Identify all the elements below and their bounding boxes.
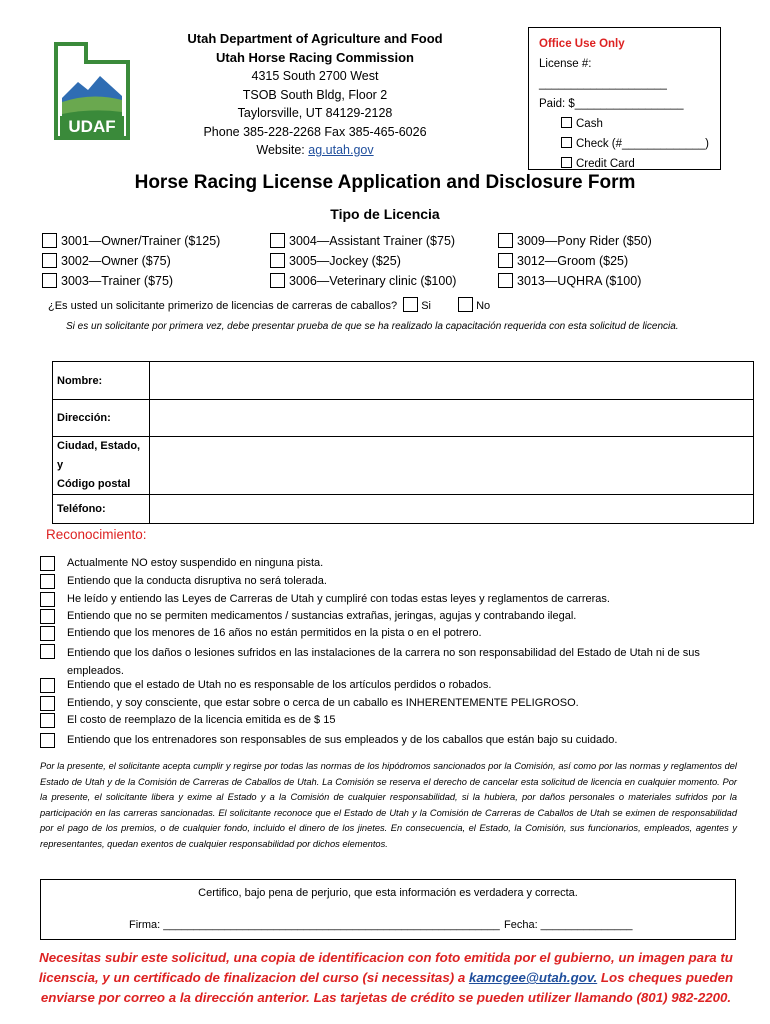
ack-checkbox[interactable] [40, 733, 55, 748]
ack-checkbox[interactable] [40, 696, 55, 711]
address-label: Dirección: [53, 400, 150, 437]
applicant-info-table [52, 361, 754, 524]
license-option[interactable]: 3013—UQHRA ($100) [498, 273, 641, 289]
legal-paragraph: Por la presente, el solicitante acepta cumplir y regirse por todas las normas de los hipódromos sancionados por la Comisión, así como por las normas y reglamentos del Estado de Utah y de la Comisión de Carreras de Caballos de Utah. La Comisión se reserva el derecho de cancelar esta solicitud de licencia en cualquier momento. Por la presente, el solicitante libera y exime al Estado y a la Comisión de cualquier responsabilidad, si la hubiera, por daños personales o materiales sufridos por la participación en las carreras sancionadas. El solicitante reconoce que el Estado de Utah y la Comisión de Carreras de Caballos de Utah se eximen de responsabilidad por el pago de los premios, o de cualquier fondo, incluido el dinero de los jinetes. En consecuencia, el Estado, la Comisión, sus funcionarios, empleados, agentes y representantes, quedan exentos de cualquier responsabilidad por dichos elementos. [40, 761, 737, 849]
check-checkbox[interactable] [561, 137, 572, 148]
license-option[interactable]: 3003—Trainer ($75) [42, 273, 173, 289]
cash-checkbox[interactable] [561, 117, 572, 128]
license-option[interactable]: 3012—Groom ($25) [498, 253, 628, 269]
license-checkbox[interactable] [270, 253, 285, 268]
ack-checkbox[interactable] [40, 556, 55, 571]
email-link[interactable]: kamcgee@utah.gov. [468, 970, 598, 985]
ack-checkbox[interactable] [40, 626, 55, 641]
ack-checkbox[interactable] [40, 592, 55, 607]
check-option[interactable]: Check (#_____________) [539, 134, 710, 154]
form-subtitle: Tipo de Licencia [330, 206, 440, 222]
phone-field[interactable] [150, 495, 754, 524]
table-row [53, 437, 754, 495]
paid-line: Paid: $_________________ [539, 98, 684, 110]
ack-item[interactable]: He leído y entiendo las Leyes de Carreras de Utah y cumpliré con todas estas leyes y reglamentos de carreras. [40, 592, 740, 606]
ack-item[interactable]: Entiendo que la conducta disruptiva no será tolerada. [40, 574, 740, 588]
city-label: Ciudad, Estado, y Código postal [53, 437, 150, 495]
city-field[interactable] [150, 437, 754, 495]
phone-label: Teléfono: [53, 495, 150, 524]
certification-statement: Certifico, bajo pena de perjurio, que esta información es verdadera y correcta. [198, 887, 578, 899]
acknowledgement-heading: Reconocimiento: [46, 527, 147, 542]
form-title: Horse Racing License Application and Disclosure Form [134, 172, 636, 193]
address-line-3: Taylorsville, UT 84129-2128 [237, 106, 393, 120]
office-use-box [528, 27, 721, 170]
no-checkbox[interactable] [458, 297, 473, 312]
license-number-line: License #: ____________________ [539, 58, 667, 90]
svg-text:UDAF: UDAF [68, 117, 116, 136]
license-option[interactable]: 3002—Owner ($75) [42, 253, 171, 269]
ack-item[interactable]: Entiendo, y soy consciente, que estar sobre o cerca de un caballo es INHERENTEMENTE PELIGROSO. [40, 696, 740, 710]
date-line[interactable]: Fecha: _______________ [504, 919, 633, 931]
ack-item[interactable]: Actualmente NO estoy suspendido en ninguna pista. [40, 556, 740, 570]
agency-name: Utah Department of Agriculture and Food [187, 31, 443, 46]
credit-checkbox[interactable] [561, 157, 572, 168]
name-label: Nombre: [53, 362, 150, 400]
table-row [53, 495, 754, 524]
submission-instructions: Necesitas subir este solicitud, una copia de identificacion con foto emitida por el gubierno, un imagen para tu licenscia, y un certificado de finalizacion del curso (si necessitas) a kamcgee@utah.gov. Los cheques pueden enviarse por correo a la dirección anterior. Las tarjetas de crédito se pueden utilizer llamando (801) 982-2200. [38, 950, 734, 1005]
cash-option[interactable]: Cash [539, 114, 710, 134]
first-time-question: ¿Es usted un solicitante primerizo de licencias de carreras de caballos? Si No [48, 297, 490, 312]
certification-box [40, 879, 736, 940]
ack-item[interactable]: Entiendo que no se permiten medicamentos / sustancias extrañas, jeringas, agujas y contrabando ilegal. [40, 609, 740, 623]
license-checkbox[interactable] [498, 233, 513, 248]
ack-item[interactable]: Entiendo que el estado de Utah no es responsable de los artículos perdidos o robados. [40, 678, 740, 692]
ack-checkbox[interactable] [40, 609, 55, 624]
website-line: Website: ag.utah.gov [256, 143, 374, 157]
ack-checkbox[interactable] [40, 678, 55, 693]
license-checkbox[interactable] [498, 253, 513, 268]
license-checkbox[interactable] [42, 273, 57, 288]
first-time-note: Si es un solicitante por primera vez, debe presentar prueba de que se ha realizado la capacitación requerida con esta solicitud de licencia. [66, 321, 679, 332]
license-option[interactable]: 3006—Veterinary clinic ($100) [270, 273, 456, 289]
office-use-title: Office Use Only [539, 38, 625, 50]
ack-item[interactable]: Entiendo que los entrenadores son responsables de sus empleados y de los caballos que están bajo su cuidado. [40, 733, 740, 747]
phone-fax: Phone 385-228-2268 Fax 385-465-6026 [203, 124, 427, 139]
license-option[interactable]: 3004—Assistant Trainer ($75) [270, 233, 455, 249]
yes-checkbox[interactable] [403, 297, 418, 312]
ack-checkbox[interactable] [40, 644, 55, 659]
license-option[interactable]: 3001—Owner/Trainer ($125) [42, 233, 220, 249]
signature-line[interactable]: Firma: _______________________________________________________ [129, 919, 500, 931]
license-checkbox[interactable] [270, 273, 285, 288]
website-link[interactable]: ag.utah.gov [308, 143, 374, 157]
license-checkbox[interactable] [42, 253, 57, 268]
license-option[interactable]: 3005—Jockey ($25) [270, 253, 401, 269]
license-checkbox[interactable] [498, 273, 513, 288]
ack-checkbox[interactable] [40, 574, 55, 589]
ack-item[interactable]: Entiendo que los menores de 16 años no están permitidos en la pista o en el potrero. [40, 626, 740, 640]
agency-header [150, 30, 480, 160]
address-field[interactable] [150, 400, 754, 437]
license-checkbox[interactable] [42, 233, 57, 248]
table-row [53, 362, 754, 400]
commission-name: Utah Horse Racing Commission [216, 49, 414, 65]
address-line-2: TSOB South Bldg, Floor 2 [242, 87, 388, 102]
license-checkbox[interactable] [270, 233, 285, 248]
name-field[interactable] [150, 362, 754, 400]
ack-item[interactable]: Entiendo que los daños o lesiones sufridos en las instalaciones de la carrera no son responsabilidad del Estado de Utah ni de sus empleados. [40, 644, 740, 680]
table-row [53, 400, 754, 437]
credit-option[interactable]: Credit Card [539, 154, 710, 174]
ack-checkbox[interactable] [40, 713, 55, 728]
ack-item[interactable]: El costo de reemplazo de la licencia emitida es de $ 15 [40, 713, 740, 727]
udaf-logo [52, 38, 132, 142]
address-line-1: 4315 South 2700 West [251, 69, 379, 83]
license-option[interactable]: 3009—Pony Rider ($50) [498, 233, 652, 249]
